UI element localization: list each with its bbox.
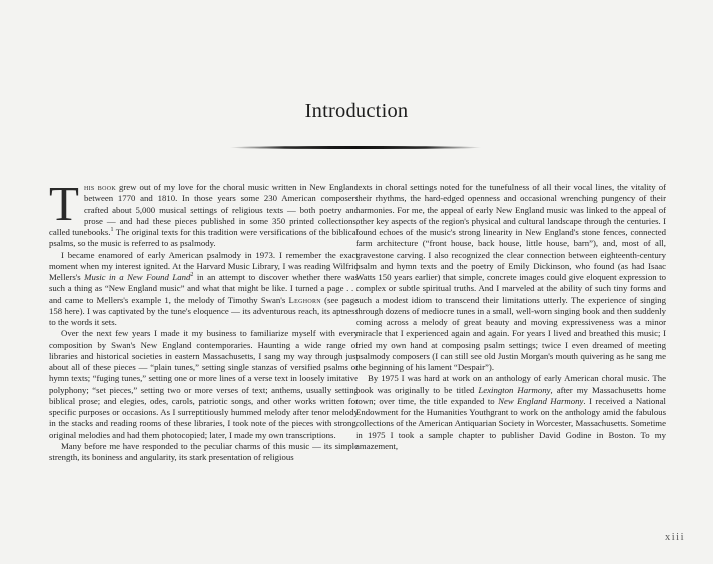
paragraph-text: in an attempt to discover whether there was such a thing as “New England music” and what that might be like. I turned a page . . . and came to Mellers's example 1, the melody of Timothy Swan's: [49, 272, 358, 305]
page-title: Introduction: [304, 100, 409, 122]
paragraph: [49, 250, 358, 329]
footnote-ref: 1: [110, 227, 114, 234]
paragraph-opening: [49, 176, 359, 250]
book-title-italic: Music in a New Found Land: [84, 272, 191, 282]
title-ornament-rule: [229, 146, 482, 149]
footnote-ref: 2: [190, 272, 194, 279]
paragraph-text: , after my Massachusetts home town; over time, the title expanded to: [356, 384, 666, 406]
paragraph: Many before me have responded to the peculiar charms of this music — its simple strength, its boniness and angularity, its stark presentation of religious: [49, 440, 358, 462]
book-title-italic: New England Harmony: [498, 395, 584, 406]
book-title-italic: Lexington Harmony: [478, 384, 551, 395]
page-number: xiii: [664, 532, 685, 543]
paragraph-text: . I received a National Endowment for the Humanities Youthgrant to work on the anthology amid the fabulous collections of the American Antiquarian Society in Worcester, Massachusetts. Sometime in 1975 I took a sample chapter to publisher David Godine in Boston. To my amazement,: [356, 395, 666, 451]
right-column: [356, 182, 666, 452]
paragraph: Over the next few years I made it my business to familiarize myself with every composition by Swan's New England contemporaries. Haunting a wide range of libraries and historical societies in eastern Massachusetts, I sang my way through just about all of these pieces — “plain tunes,” setting single stanzas of versified psalms or hymn texts; “fuging tunes,” setting one or more lines of a verse text in loosely imitative polyphony; “set pieces,” setting two or more verses of text; anthems, usually setting biblical prose; and elegies, odes, carols, patriotic songs, and other works written for specific purposes or occasions. As I surreptitiously hummed melody after tenor melody in the stacks and reading rooms of these libraries, I took note of the pieces with strong, original melodies and had them photocopied; later, I made my own transcriptions.: [49, 328, 358, 440]
paragraph-text: By 1975 I was hard at work on an anthology of early American choral music. The book was originally to be titled: [356, 373, 666, 395]
left-column: [49, 176, 359, 463]
paragraph-text: I became enamored of early American psalmody in 1973. I remember the exact moment when my interest ignited. At the Harvard Music Library, I was reading Wilfrid Mellers's: [49, 249, 358, 282]
small-caps-lead: his book: [83, 182, 116, 192]
paragraph: [356, 373, 666, 452]
drop-cap: T: [49, 176, 79, 231]
paragraph-text: (see page 158 here). I was captivated by the tune's eloquence — its adventurous reach, its aptness to the words it sets.: [49, 294, 358, 327]
paragraph-continued: texts in choral settings noted for the tunefulness of all their vocal lines, the vitality of their rhythms, the hard-edged openness and occasional wrenching pungency of their harmonies. For me, the appeal of early New England music was linked to the appeal of other key aspects of the region's physical and cultural landscape through the centuries. I found echoes of the music's strong linearity in New England's stone fences, connected farm architecture (“front house, back house, little house, barn”), and, most of all, gravestone carving. I also recognized the clear connection between eighteenth-century psalm and hymn texts and the poetry of Emily Dickinson, who found (as had Isaac Watts 150 years earlier) that simple, concrete images could give eloquent expression to complex or subtle spiritual truths. And I marveled at the ability of such tiny forms and such a modest idiom to transcend their limitations utterly. The experience of singing through dozens of mediocre tunes in a small, well-worn singing book and then suddenly coming across a melody of great beauty and moving expressiveness was a minor miracle that I experienced again and again. For years I lived and breathed this music; I tried my own hand at composing psalm settings; twice I even dreamed of meeting psalmody composers (I can still see old Justin Morgan's mouth quivering as he sang me the beginning of his lament “Despair”).: [356, 182, 666, 372]
paragraph-text: The original texts for this tradition were versifications of the biblical psalms, so the music is referred to as psalmody.: [49, 227, 359, 249]
tune-name-small-caps: Leghorn: [288, 294, 321, 305]
paragraph-text: grew out of my love for the choral music written in New England between 1770 and 1810. In those years some 230 American composers crafted about 5,000 musical settings of religious texts — both poetry and prose — and had these pieces published in some 350 printed collections, called tunebooks.: [49, 182, 358, 237]
